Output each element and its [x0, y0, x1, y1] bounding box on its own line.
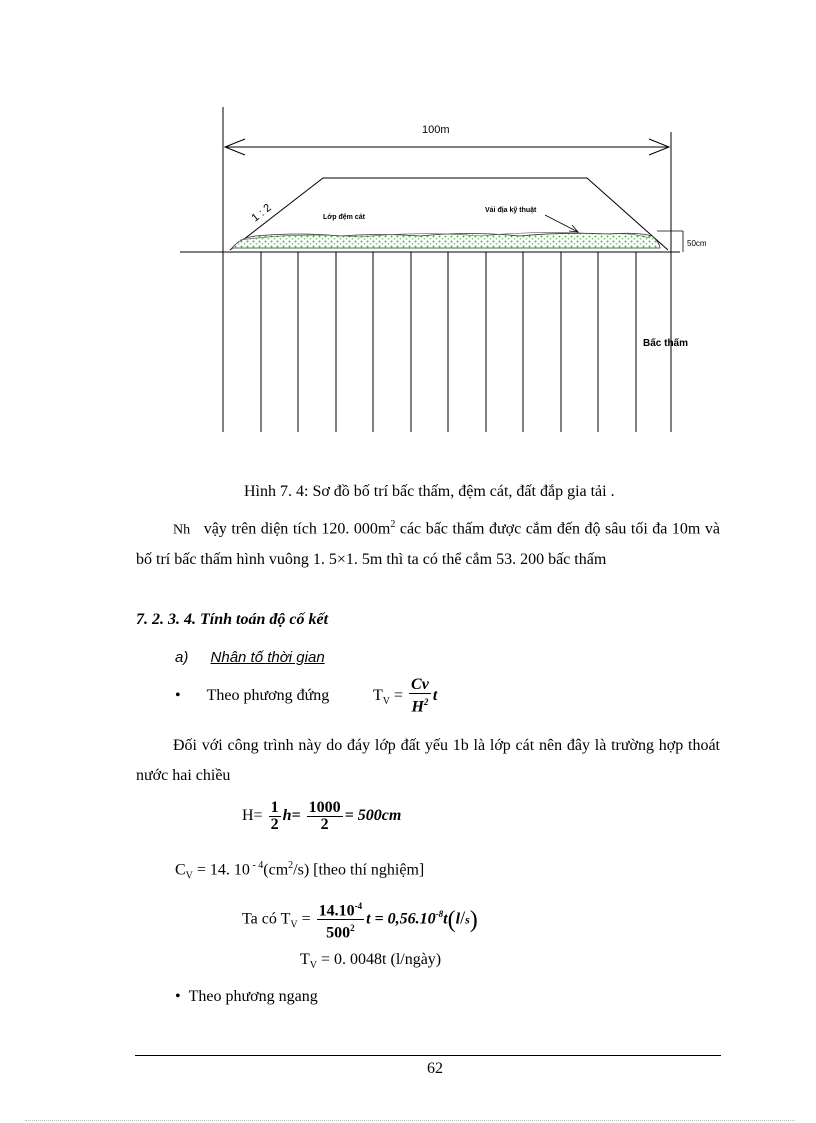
- fraction-num: Cv: [411, 676, 429, 693]
- tv2-sub: V: [309, 960, 318, 972]
- formula-lhs: T: [373, 686, 383, 704]
- eq-h-mid: h=: [282, 807, 301, 825]
- paragraph-text-a: vậy trên diện tích 120. 000m: [203, 520, 391, 538]
- fraction-14-500: [317, 898, 365, 942]
- bullet-horizontal-text: Theo phương ngang: [188, 988, 318, 1005]
- tv1-mid-sup: -8: [435, 909, 444, 920]
- fraction-cv-h2: [409, 677, 431, 715]
- tv1-prefix: Ta có T: [242, 910, 291, 928]
- wick-drain-diagram: [0, 0, 816, 460]
- cv-sub: V: [185, 870, 193, 882]
- tv1-mid: t = 0,56.10: [366, 910, 436, 928]
- slope-label: 1 : 2: [249, 201, 274, 225]
- tv1-sub: V: [290, 919, 298, 931]
- den-sup: 2: [423, 697, 429, 707]
- tv1-t: t: [443, 910, 448, 928]
- tv1-paren-den: s: [465, 912, 470, 927]
- sand-layer-label: Lớp đệm cát: [323, 214, 365, 221]
- paragraph-wick-drain-count: [136, 510, 720, 575]
- fraction-half: [269, 800, 281, 833]
- formula-eq: =: [390, 686, 408, 704]
- tv2-rhs: = 0. 0048t (l/ngày): [317, 951, 442, 968]
- sub-item-title: Nhân tố thời gian: [210, 649, 325, 666]
- paragraph-prefix: Nh: [173, 522, 191, 538]
- figure-caption: Hình 7. 4: Sơ đồ bố trí bấc thấm, đệm cát, đất đắp gia tải .: [244, 483, 615, 500]
- section-heading: 7. 2. 3. 4. Tính toán độ cố kết: [136, 611, 329, 628]
- dimension-label: 100m: [422, 124, 450, 136]
- tv1-den: 500: [326, 924, 351, 942]
- cv-text-b: (cm: [263, 861, 289, 879]
- wick-drains: [223, 252, 671, 432]
- cv-text-a: = 14. 10: [192, 861, 250, 879]
- paragraph-drainage: Đối với công trình này do đáy lớp đất yếu 1b là lớp cát nên đây là trường hợp thoát nước hai chiều: [136, 737, 720, 784]
- eq-h-rhs: = 500cm: [344, 807, 402, 825]
- formula-tv-vertical: [373, 677, 437, 715]
- tv1-paren-num: l: [455, 910, 461, 928]
- bullet-dot-icon: •: [175, 687, 181, 704]
- cv-sup2: 2: [288, 860, 294, 871]
- fraction-1000-2: [307, 800, 343, 833]
- bullet-vertical-text: Theo phương đứng: [206, 687, 330, 704]
- equation-h: [242, 800, 401, 833]
- frac-den: 2: [270, 816, 279, 833]
- equation-tv-result: [300, 950, 441, 976]
- tv1-den-sup: 2: [350, 923, 355, 934]
- tv1-eq: =: [297, 910, 315, 928]
- bullet-vertical: [175, 686, 329, 706]
- paragraph-text-b: các bấc thấm được cắm đến độ sâu tối đa 10m và bố trí bấc thấm hình vuông 1. 5×1. 5m thì ta có thể cắm 53. 200 bấc thấm: [136, 520, 721, 569]
- den-h: H: [411, 698, 424, 716]
- bullet-horizontal: [175, 987, 318, 1007]
- tv2-lhs: T: [300, 951, 310, 968]
- tv1-num: 14.10: [318, 902, 355, 920]
- footer-rule: [135, 1055, 721, 1056]
- eq-h-lhs: H=: [242, 807, 263, 825]
- frac-num: 1000: [308, 799, 341, 816]
- tv1-num-sup: -4: [354, 901, 363, 911]
- formula-tail: t: [432, 686, 438, 704]
- sub-item-marker: a): [175, 649, 189, 666]
- cv-lhs: C: [175, 861, 186, 879]
- sub-item-a: [175, 648, 325, 668]
- geotextile-label: Vải địa kỹ thuật: [485, 207, 537, 214]
- superscript-2: 2: [390, 519, 396, 530]
- frac-den: 2: [320, 816, 329, 833]
- formula-lhs-sub: V: [382, 696, 391, 708]
- cv-text-c: /s) [theo thí nghiệm]: [293, 861, 425, 879]
- fraction-den: [409, 694, 431, 715]
- wick-drain-label: Bấc thấm: [643, 338, 689, 349]
- frac-num: 1: [270, 799, 279, 816]
- equation-tv-computed: Ta có $T_V$ = $\frac{14.10^{-4}}{500^2}$ $t = 0,56.10^{-8}t(l/s)$: [242, 898, 478, 942]
- page-edge-dots: [25, 1120, 795, 1121]
- equation-cv: [175, 856, 424, 887]
- page-number: 62: [427, 1060, 443, 1077]
- thickness-label: 50cm: [687, 239, 707, 248]
- cv-sup: - 4: [249, 860, 264, 871]
- bullet-dot-icon: •: [175, 988, 181, 1005]
